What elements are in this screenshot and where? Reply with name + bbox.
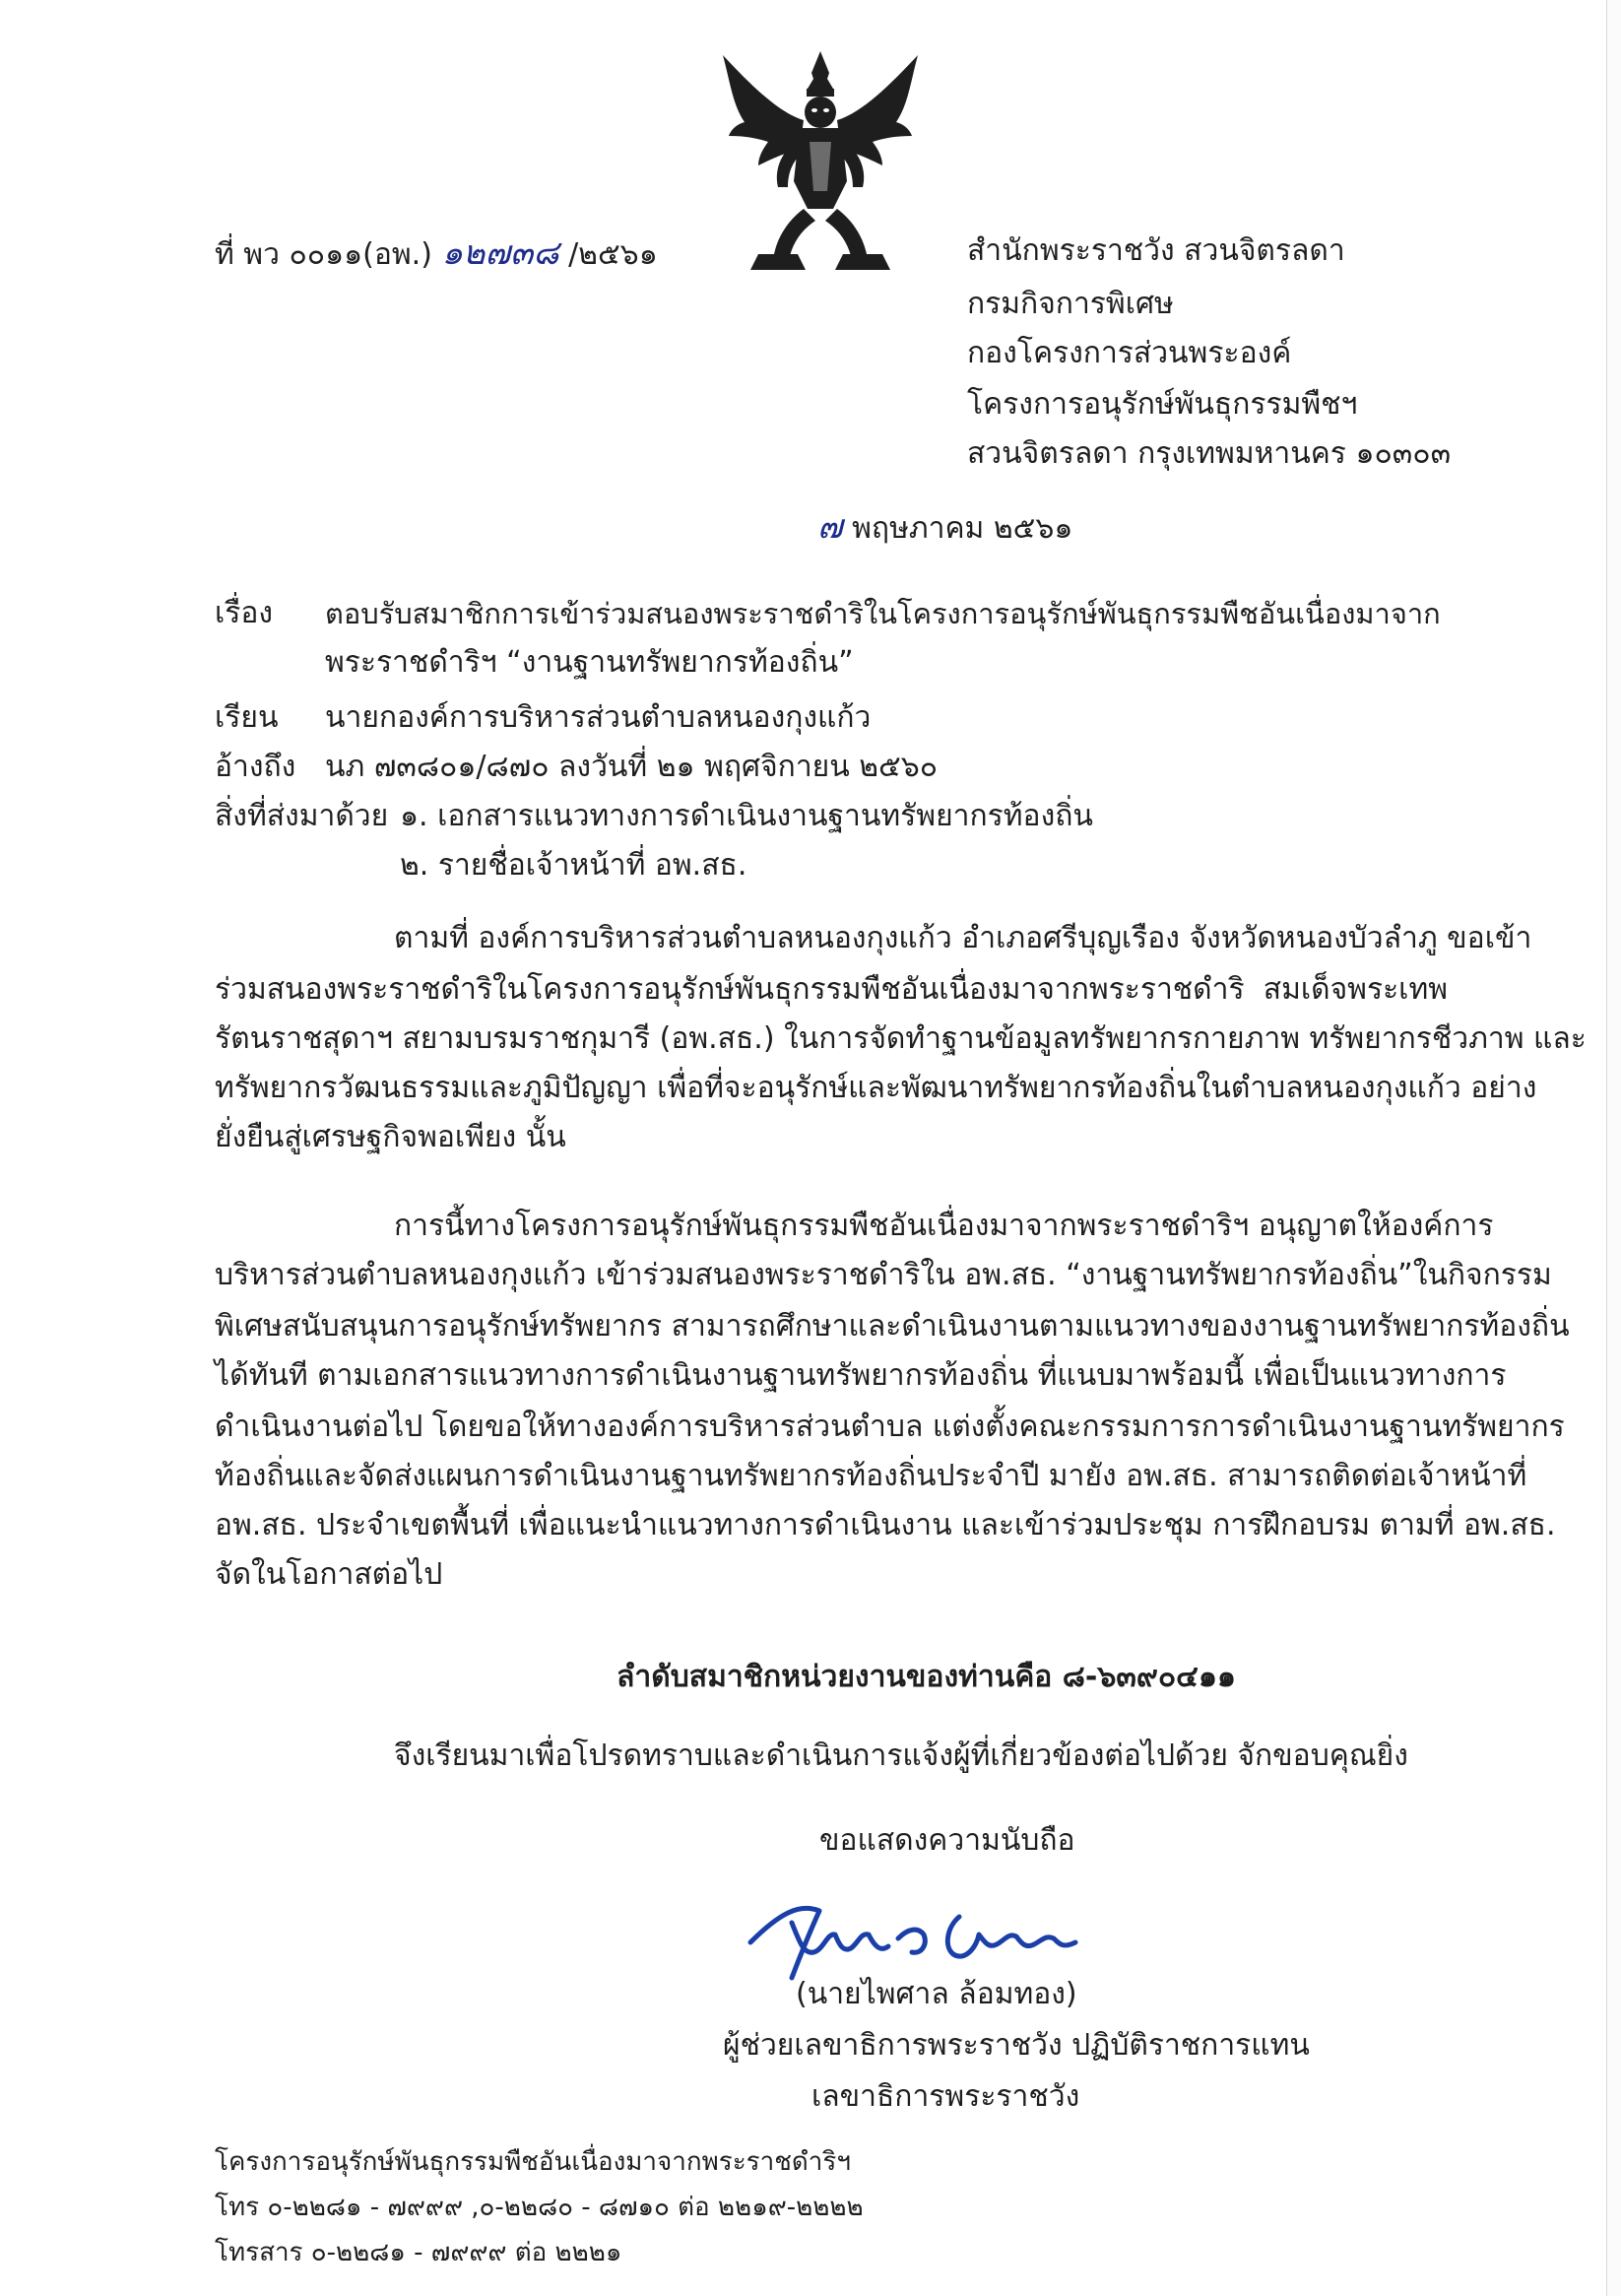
paragraph-line: รัตนราชสุดาฯ สยามบรมราชกุมารี (อพ.สธ.) ในการจัดทำฐานข้อมูลทรัพยากรกายภาพ ทรัพยากรชีวภาพ และ	[215, 1021, 1587, 1056]
footer-line: โทรสาร ๐-๒๒๘๑ - ๗๙๙๙ ต่อ ๒๒๒๑	[215, 2238, 622, 2267]
paragraph-line: ทรัพยากรวัฒนธรรมและภูมิปัญญา เพื่อที่จะอนุรักษ์และพัฒนาทรัพยากรท้องถิ่นในตำบลหนองกุงแก้ว อย่าง	[215, 1071, 1537, 1105]
paragraph-line: ท้องถิ่นและจัดส่งแผนการดำเนินงานฐานทรัพยากรท้องถิ่นประจำปี มายัง อพ.สธ. สามารถติดต่อเจ้าหน้าที่	[215, 1459, 1527, 1493]
sender-line: กองโครงการส่วนพระองค์	[967, 336, 1292, 370]
paragraph-line: ได้ทันที ตามเอกสารแนวทางการดำเนินงานฐานทรัพยากรท้องถิ่น ที่แนบมาพร้อมนี้ เพื่อเป็นแนวทางการ	[215, 1358, 1507, 1393]
paragraph-line: ร่วมสนองพระราชดำริในโครงการอนุรักษ์พันธุกรรมพืชอันเนื่องมาจากพระราชดำริ สมเด็จพระเทพ	[215, 972, 1448, 1007]
signer-name: (นายไพศาล ล้อมทอง)	[796, 1977, 1077, 2011]
footer-line: โทร ๐-๒๒๘๑ - ๗๙๙๙ ,๐-๒๒๘๐ - ๘๗๑๐ ต่อ ๒๒๑๙-๒๒๒๒	[215, 2193, 864, 2222]
to-label: เรียน	[215, 700, 279, 735]
footer-line: โครงการอนุรักษ์พันธุกรรมพืชอันเนื่องมาจากพระราชดำริฯ	[215, 2147, 851, 2177]
reference-suffix: /๒๕๖๑	[568, 237, 658, 272]
reference-label: อ้างถึง	[215, 750, 296, 784]
subject-label: เรื่อง	[215, 596, 274, 630]
date-month-year: พฤษภาคม ๒๕๖๑	[852, 511, 1073, 546]
handwritten-reference-number: ๑๒๗๓๘	[441, 233, 559, 273]
sender-line: สวนจิตรลดา กรุงเทพมหานคร ๑๐๓๐๓	[967, 436, 1452, 471]
letter-date	[817, 508, 1072, 548]
paragraph-line: ดำเนินงานต่อไป โดยขอให้ทางองค์การบริหารส่วนตำบล แต่งตั้งคณะกรรมการการดำเนินงานฐานทรัพยากร	[215, 1410, 1565, 1444]
signer-title: เลขาธิการพระราชวัง	[811, 2079, 1080, 2114]
reference-value: นภ ๗๓๘๐๑/๘๗๐ ลงวันที่ ๒๑ พฤศจิกายน ๒๕๖๐	[325, 750, 939, 784]
sender-line: สำนักพระราชวัง สวนจิตรลดา	[967, 233, 1345, 268]
closing-line: จึงเรียนมาเพื่อโปรดทราบและดำเนินการแจ้งผู้ที่เกี่ยวข้องต่อไปด้วย จักขอบคุณยิ่ง	[394, 1738, 1408, 1773]
reference-prefix: ที่ พว ๐๐๑๑(อพ.)	[215, 237, 432, 272]
paragraph-line: พิเศษสนับสนุนการอนุรักษ์ทรัพยากร สามารถศึกษาและดำเนินงานตามแนวทางของงานฐานทรัพยากรท้องถิ่น	[215, 1309, 1570, 1344]
salutation: ขอแสดงความนับถือ	[819, 1823, 1075, 1858]
page-edge	[1606, 0, 1621, 2296]
garuda-emblem-icon	[709, 43, 932, 276]
enclosure-item: ๑. เอกสารแนวทางการดำเนินงานฐานทรัพยากรท้องถิ่น	[400, 799, 1093, 833]
paragraph-line: ยั่งยืนสู่เศรษฐกิจพอเพียง นั้น	[215, 1120, 566, 1154]
paragraph-line: การนี้ทางโครงการอนุรักษ์พันธุกรรมพืชอันเนื่องมาจากพระราชดำริฯ อนุญาตให้องค์การ	[394, 1209, 1494, 1243]
paragraph-line: บริหารส่วนตำบลหนองกุงแก้ว เข้าร่วมสนองพระราชดำริใน อพ.สธ. “งานฐานทรัพยากรท้องถิ่น”ในกิจกรรม	[215, 1258, 1552, 1292]
subject-line: พระราชดำริฯ “งานฐานทรัพยากรท้องถิ่น”	[325, 645, 854, 680]
paragraph-line: จัดในโอกาสต่อไป	[215, 1557, 443, 1592]
enclosure-label: สิ่งที่ส่งมาด้วย	[215, 799, 389, 833]
paragraph-line: อพ.สธ. ประจำเขตพื้นที่ เพื่อแนะนำแนวทางการดำเนินงาน และเข้าร่วมประชุม การฝึกอบรม ตามที่ อพ.สธ.	[215, 1508, 1556, 1542]
handwritten-date-day: ๗	[817, 507, 843, 547]
member-number: ลำดับสมาชิกหน่วยงานของท่านคือ ๘-๖๓๙๐๔๑๑	[616, 1660, 1236, 1694]
sender-line: กรมกิจการพิเศษ	[967, 287, 1174, 321]
signer-title: ผู้ช่วยเลขาธิการพระราชวัง ปฏิบัติราชการแทน	[723, 2028, 1310, 2063]
recipient: นายกองค์การบริหารส่วนตำบลหนองกุงแก้ว	[325, 700, 872, 735]
reference-number-line	[215, 234, 658, 274]
sender-line: โครงการอนุรักษ์พันธุกรรมพืชฯ	[967, 387, 1358, 422]
enclosure-item: ๒. รายชื่อเจ้าหน้าที่ อพ.สธ.	[400, 848, 747, 883]
subject-line: ตอบรับสมาชิกการเข้าร่วมสนองพระราชดำริในโครงการอนุรักษ์พันธุกรรมพืชอันเนื่องมาจาก	[325, 597, 1441, 630]
paragraph-line: ตามที่ องค์การบริหารส่วนตำบลหนองกุงแก้ว อำเภอศรีบุญเรือง จังหวัดหนองบัวลำภู ขอเข้า	[394, 921, 1532, 955]
